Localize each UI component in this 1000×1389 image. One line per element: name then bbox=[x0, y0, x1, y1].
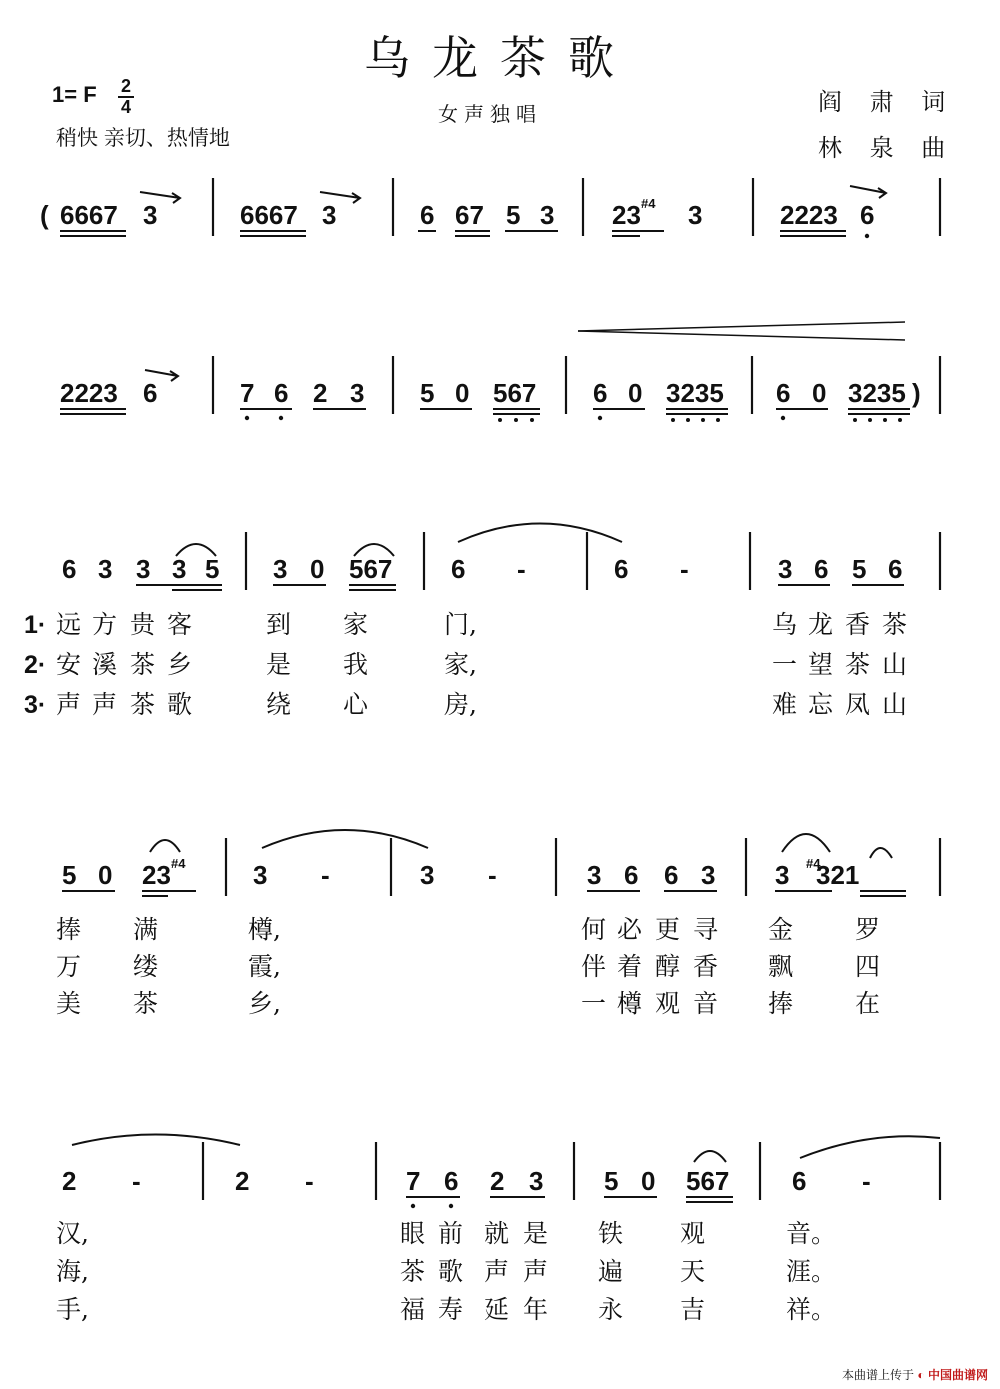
lyric: 茶 bbox=[400, 1257, 426, 1286]
note: 2 bbox=[235, 1166, 250, 1196]
note: 5 bbox=[506, 200, 521, 230]
lyric: 绕 bbox=[266, 690, 292, 719]
lyric: 美 bbox=[56, 989, 82, 1018]
lyric: 难 bbox=[772, 690, 798, 719]
upload-credit bbox=[842, 1366, 988, 1383]
lyric: 缕 bbox=[133, 952, 159, 981]
lyric: 茶 bbox=[882, 610, 908, 639]
tempo-marking: 稍快 亲切、热情地 bbox=[56, 127, 230, 150]
note: 3 bbox=[253, 860, 268, 890]
note: 6 bbox=[814, 554, 829, 584]
lyric: 歌 bbox=[167, 690, 193, 719]
staff-line-1 bbox=[40, 178, 940, 238]
open-paren: ( bbox=[40, 200, 49, 230]
note: 6 bbox=[451, 554, 466, 584]
dash: - bbox=[517, 554, 526, 584]
lyric: 心 bbox=[343, 690, 369, 719]
note: 3 bbox=[420, 860, 435, 890]
lyric: 祥。 bbox=[786, 1295, 837, 1324]
note: 6667 bbox=[60, 200, 118, 230]
note: 3 bbox=[143, 200, 158, 230]
lyric: 贵 bbox=[130, 610, 156, 639]
note: 0 bbox=[641, 1166, 656, 1196]
close-paren: ) bbox=[912, 378, 921, 408]
note: 3 bbox=[322, 200, 337, 230]
lyric: 更 bbox=[655, 915, 681, 944]
lyric: 音 bbox=[693, 989, 719, 1018]
lyric: 何 bbox=[581, 915, 607, 944]
lyric: 观 bbox=[655, 989, 681, 1018]
staff-line-5 bbox=[56, 1135, 940, 1325]
dash: - bbox=[680, 554, 689, 584]
lyric: 音。 bbox=[786, 1219, 837, 1248]
lyric: 涯。 bbox=[786, 1257, 837, 1286]
note: 321 bbox=[816, 860, 860, 890]
dash: - bbox=[488, 860, 497, 890]
note: 0 bbox=[98, 860, 113, 890]
lyric: 溪 bbox=[92, 650, 118, 679]
lyric: 声 bbox=[523, 1257, 549, 1286]
lyric: 是 bbox=[266, 650, 292, 679]
note: 3 bbox=[701, 860, 716, 890]
lyric: 在 bbox=[855, 989, 881, 1018]
verse-number: 1· bbox=[24, 611, 47, 639]
lyric: 一 bbox=[772, 650, 798, 679]
note: 6 bbox=[664, 860, 679, 890]
lyric: 歌 bbox=[438, 1257, 464, 1286]
note: 3 bbox=[98, 554, 113, 584]
lyric: 樽 bbox=[617, 989, 643, 1018]
lyric: 观 bbox=[680, 1219, 706, 1248]
note: 7 bbox=[240, 378, 255, 408]
lyric: 就 bbox=[484, 1219, 510, 1248]
lyric: 醇 bbox=[655, 952, 681, 981]
lyric: 捧 bbox=[768, 989, 794, 1018]
time-numerator: 2 bbox=[120, 76, 131, 96]
note: 567 bbox=[686, 1166, 730, 1196]
lyric: 远 bbox=[56, 610, 82, 639]
lyric: 家 bbox=[343, 610, 369, 639]
note: 6 bbox=[274, 378, 289, 408]
lyric: 遍 bbox=[598, 1257, 624, 1286]
note: 3235 bbox=[666, 378, 724, 408]
note: 5 bbox=[420, 378, 435, 408]
note: 6 bbox=[614, 554, 629, 584]
lyric: 永 bbox=[598, 1295, 624, 1324]
lyric: 凤 bbox=[845, 690, 871, 719]
lyric: 金 bbox=[768, 915, 794, 944]
lyric: 茶 bbox=[130, 690, 156, 719]
lyric: 手, bbox=[56, 1295, 89, 1324]
lyric: 乌 bbox=[772, 610, 798, 639]
staff-line-4 bbox=[56, 830, 940, 1018]
lyric: 前 bbox=[438, 1219, 464, 1248]
note: 3 bbox=[775, 860, 790, 890]
lyric: 到 bbox=[266, 610, 292, 639]
note: 0 bbox=[812, 378, 827, 408]
lyric: 必 bbox=[617, 915, 643, 944]
note: 6667 bbox=[240, 200, 298, 230]
lyric: 望 bbox=[808, 650, 834, 679]
note: 5 bbox=[852, 554, 867, 584]
note: 0 bbox=[628, 378, 643, 408]
song-title: 乌龙茶歌 bbox=[364, 31, 636, 85]
composer-credit: 林 泉 曲 bbox=[818, 134, 956, 162]
note: 23 bbox=[612, 200, 641, 230]
lyric: 铁 bbox=[598, 1219, 624, 1248]
note: 3 bbox=[529, 1166, 544, 1196]
note: 6 bbox=[860, 200, 875, 230]
note: 6 bbox=[444, 1166, 459, 1196]
note: 6 bbox=[593, 378, 608, 408]
lyric: 忘 bbox=[808, 690, 834, 719]
lyric: 寿 bbox=[438, 1295, 464, 1324]
lyric: 满 bbox=[133, 915, 159, 944]
sharp-sign: #4 bbox=[641, 196, 656, 211]
note: 3 bbox=[136, 554, 151, 584]
lyric: 海, bbox=[56, 1257, 89, 1286]
lyric: 方 bbox=[92, 610, 118, 639]
note: 6 bbox=[420, 200, 435, 230]
note: 6 bbox=[776, 378, 791, 408]
note: 6 bbox=[624, 860, 639, 890]
note: 0 bbox=[310, 554, 325, 584]
lyric: 茶 bbox=[130, 650, 156, 679]
note: 3 bbox=[587, 860, 602, 890]
upload-credit-text: 本曲谱上传于 bbox=[842, 1368, 915, 1382]
performance-note: 女声独唱 bbox=[438, 102, 542, 126]
lyric: 客 bbox=[167, 610, 193, 639]
lyric: 一 bbox=[581, 989, 607, 1018]
note: 3235 bbox=[848, 378, 906, 408]
lyric: 万 bbox=[56, 952, 82, 981]
note: 567 bbox=[493, 378, 537, 408]
lyric: 房, bbox=[444, 690, 477, 719]
lyric: 霞, bbox=[248, 952, 281, 981]
lyricist-credit: 阎 肃 词 bbox=[818, 88, 956, 116]
note: 3 bbox=[778, 554, 793, 584]
note: 2 bbox=[490, 1166, 505, 1196]
lyric: 我 bbox=[343, 650, 369, 679]
site-name: 中国曲谱网 bbox=[927, 1368, 988, 1382]
lyric: 着 bbox=[617, 952, 643, 981]
lyric: 声 bbox=[56, 690, 82, 719]
lyric: 声 bbox=[484, 1257, 510, 1286]
lyric: 福 bbox=[400, 1295, 426, 1324]
lyric: 捧 bbox=[56, 915, 82, 944]
staff-line-2 bbox=[60, 322, 940, 422]
lyric: 茶 bbox=[133, 989, 159, 1018]
lyric: 年 bbox=[523, 1295, 549, 1324]
note: 3 bbox=[540, 200, 555, 230]
lyric: 香 bbox=[693, 952, 719, 981]
note: 2 bbox=[62, 1166, 77, 1196]
dash: - bbox=[862, 1166, 871, 1196]
lyric: 天 bbox=[680, 1257, 706, 1286]
lyric: 乡 bbox=[167, 650, 193, 679]
note: 3 bbox=[350, 378, 365, 408]
lyric: 龙 bbox=[808, 610, 834, 639]
lyric: 家, bbox=[444, 650, 477, 679]
site-logo-icon: ◐ bbox=[917, 1368, 925, 1382]
lyric: 眼 bbox=[400, 1219, 426, 1248]
lyric: 飘 bbox=[768, 952, 794, 981]
note: 5 bbox=[604, 1166, 619, 1196]
sharp-sign: #4 bbox=[171, 856, 186, 871]
note: 6 bbox=[792, 1166, 807, 1196]
lyric: 四 bbox=[855, 952, 881, 981]
lyric: 汉, bbox=[56, 1219, 89, 1248]
note: 6 bbox=[888, 554, 903, 584]
dash: - bbox=[321, 860, 330, 890]
note: 6 bbox=[62, 554, 77, 584]
staff-line-3 bbox=[24, 524, 940, 720]
lyric: 延 bbox=[484, 1295, 510, 1324]
lyric: 安 bbox=[56, 650, 82, 679]
note: 2223 bbox=[60, 378, 118, 408]
note: 567 bbox=[349, 554, 393, 584]
lyric: 樽, bbox=[248, 915, 281, 944]
note: 3 bbox=[172, 554, 187, 584]
note: 6 bbox=[143, 378, 158, 408]
note: 0 bbox=[455, 378, 470, 408]
lyric: 山 bbox=[882, 690, 908, 719]
lyric: 乡, bbox=[248, 989, 281, 1018]
sharp-sign: #4 bbox=[806, 856, 821, 871]
note: 5 bbox=[205, 554, 220, 584]
note: 2 bbox=[313, 378, 328, 408]
note: 67 bbox=[455, 200, 484, 230]
verse-number: 2· bbox=[24, 651, 47, 679]
lyric: 寻 bbox=[693, 915, 719, 944]
lyric: 茶 bbox=[845, 650, 871, 679]
note: 3 bbox=[273, 554, 288, 584]
dash: - bbox=[132, 1166, 141, 1196]
note: 23 bbox=[142, 860, 171, 890]
note: 7 bbox=[406, 1166, 421, 1196]
lyric: 是 bbox=[523, 1219, 549, 1248]
note: 5 bbox=[62, 860, 77, 890]
lyric: 山 bbox=[882, 650, 908, 679]
dash: - bbox=[305, 1166, 314, 1196]
time-denominator: 4 bbox=[120, 97, 131, 117]
note: 2223 bbox=[780, 200, 838, 230]
lyric: 声 bbox=[92, 690, 118, 719]
lyric: 伴 bbox=[581, 952, 607, 981]
note: 3 bbox=[688, 200, 703, 230]
lyric: 门, bbox=[444, 610, 477, 639]
verse-number: 3· bbox=[24, 691, 47, 719]
key-signature: 1= F bbox=[52, 82, 97, 107]
lyric: 香 bbox=[845, 610, 871, 639]
lyric: 罗 bbox=[855, 915, 881, 944]
lyric: 吉 bbox=[680, 1295, 706, 1324]
